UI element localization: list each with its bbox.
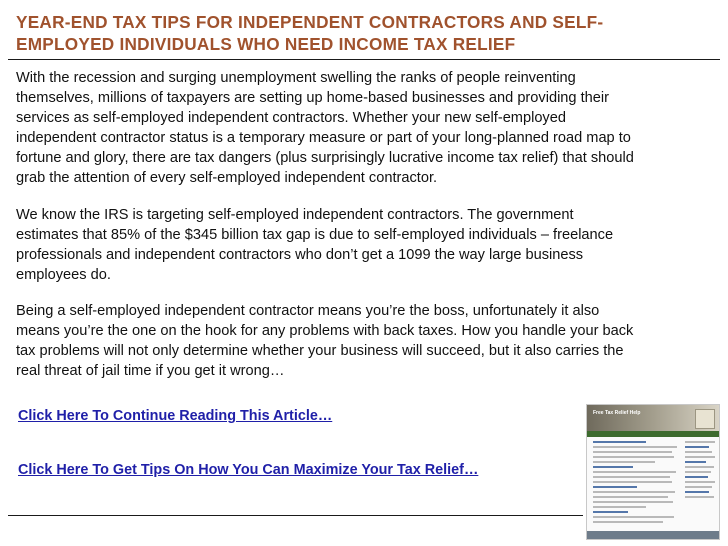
paragraph-2 [16, 205, 716, 285]
paragraph-line: themselves, millions of taxpayers are setting up home-based businesses and providing their [16, 90, 609, 106]
maximize-tax-relief-link[interactable]: Click Here To Get Tips On How You Can Maximize Your Tax Relief… [18, 462, 479, 478]
thumbnail-footer [587, 531, 719, 539]
paragraph-3 [16, 301, 716, 381]
paragraph-line: estimates that 85% of the $345 billion tax gap is due to self-employed individuals – freelance [16, 227, 614, 243]
title-line-1: YEAR-END TAX TIPS FOR INDEPENDENT CONTRACTORS AND SELF- [16, 12, 604, 32]
paragraph-line: grab the attention of every self-employed independent contractor. [16, 170, 438, 186]
paragraph-line: employees do. [16, 267, 111, 283]
title-divider [8, 59, 720, 60]
article-title [16, 11, 716, 55]
paragraph-line: independent contractor status is a temporary measure or part of your long-planned road map to [16, 130, 631, 146]
thumbnail-header [587, 405, 719, 431]
thumbnail-sidebar [685, 441, 715, 501]
thumbnail-main-column [593, 441, 681, 526]
paragraph-line: real threat of jail time if you get it wrong… [16, 363, 285, 379]
paragraph-line: Being a self-employed independent contractor means you’re the boss, unfortunately it also [16, 303, 600, 319]
paragraph-line: services as self-employed independent contractors. Whether your new self-employed [16, 110, 566, 126]
paragraph-line: We know the IRS is targeting self-employed independent contractors. The government [16, 207, 574, 223]
tax-form-icon [695, 409, 715, 429]
bottom-divider [8, 515, 583, 516]
title-line-2: EMPLOYED INDIVIDUALS WHO NEED INCOME TAX RELIEF [16, 34, 516, 54]
thumbnail-nav-bar [587, 431, 719, 437]
paragraph-line: With the recession and surging unemployment swelling the ranks of people reinventing [16, 70, 576, 86]
paragraph-line: means you’re the one on the hook for any problems with back taxes. How you handle your back [16, 323, 634, 339]
paragraph-line: tax problems will not only determine whether your business will succeed, but it also carries the [16, 343, 624, 359]
website-thumbnail-image [586, 404, 720, 540]
paragraph-line: professionals and independent contractors who don’t get a 1099 the way large business [16, 247, 584, 263]
paragraph-line: fortune and glory, there are tax dangers (plus surprisingly lucrative income tax relief) that should [16, 150, 634, 166]
continue-reading-link[interactable]: Click Here To Continue Reading This Article… [18, 408, 333, 424]
paragraph-1 [16, 68, 716, 188]
thumbnail-header-text: Free Tax Relief Help [593, 410, 641, 416]
